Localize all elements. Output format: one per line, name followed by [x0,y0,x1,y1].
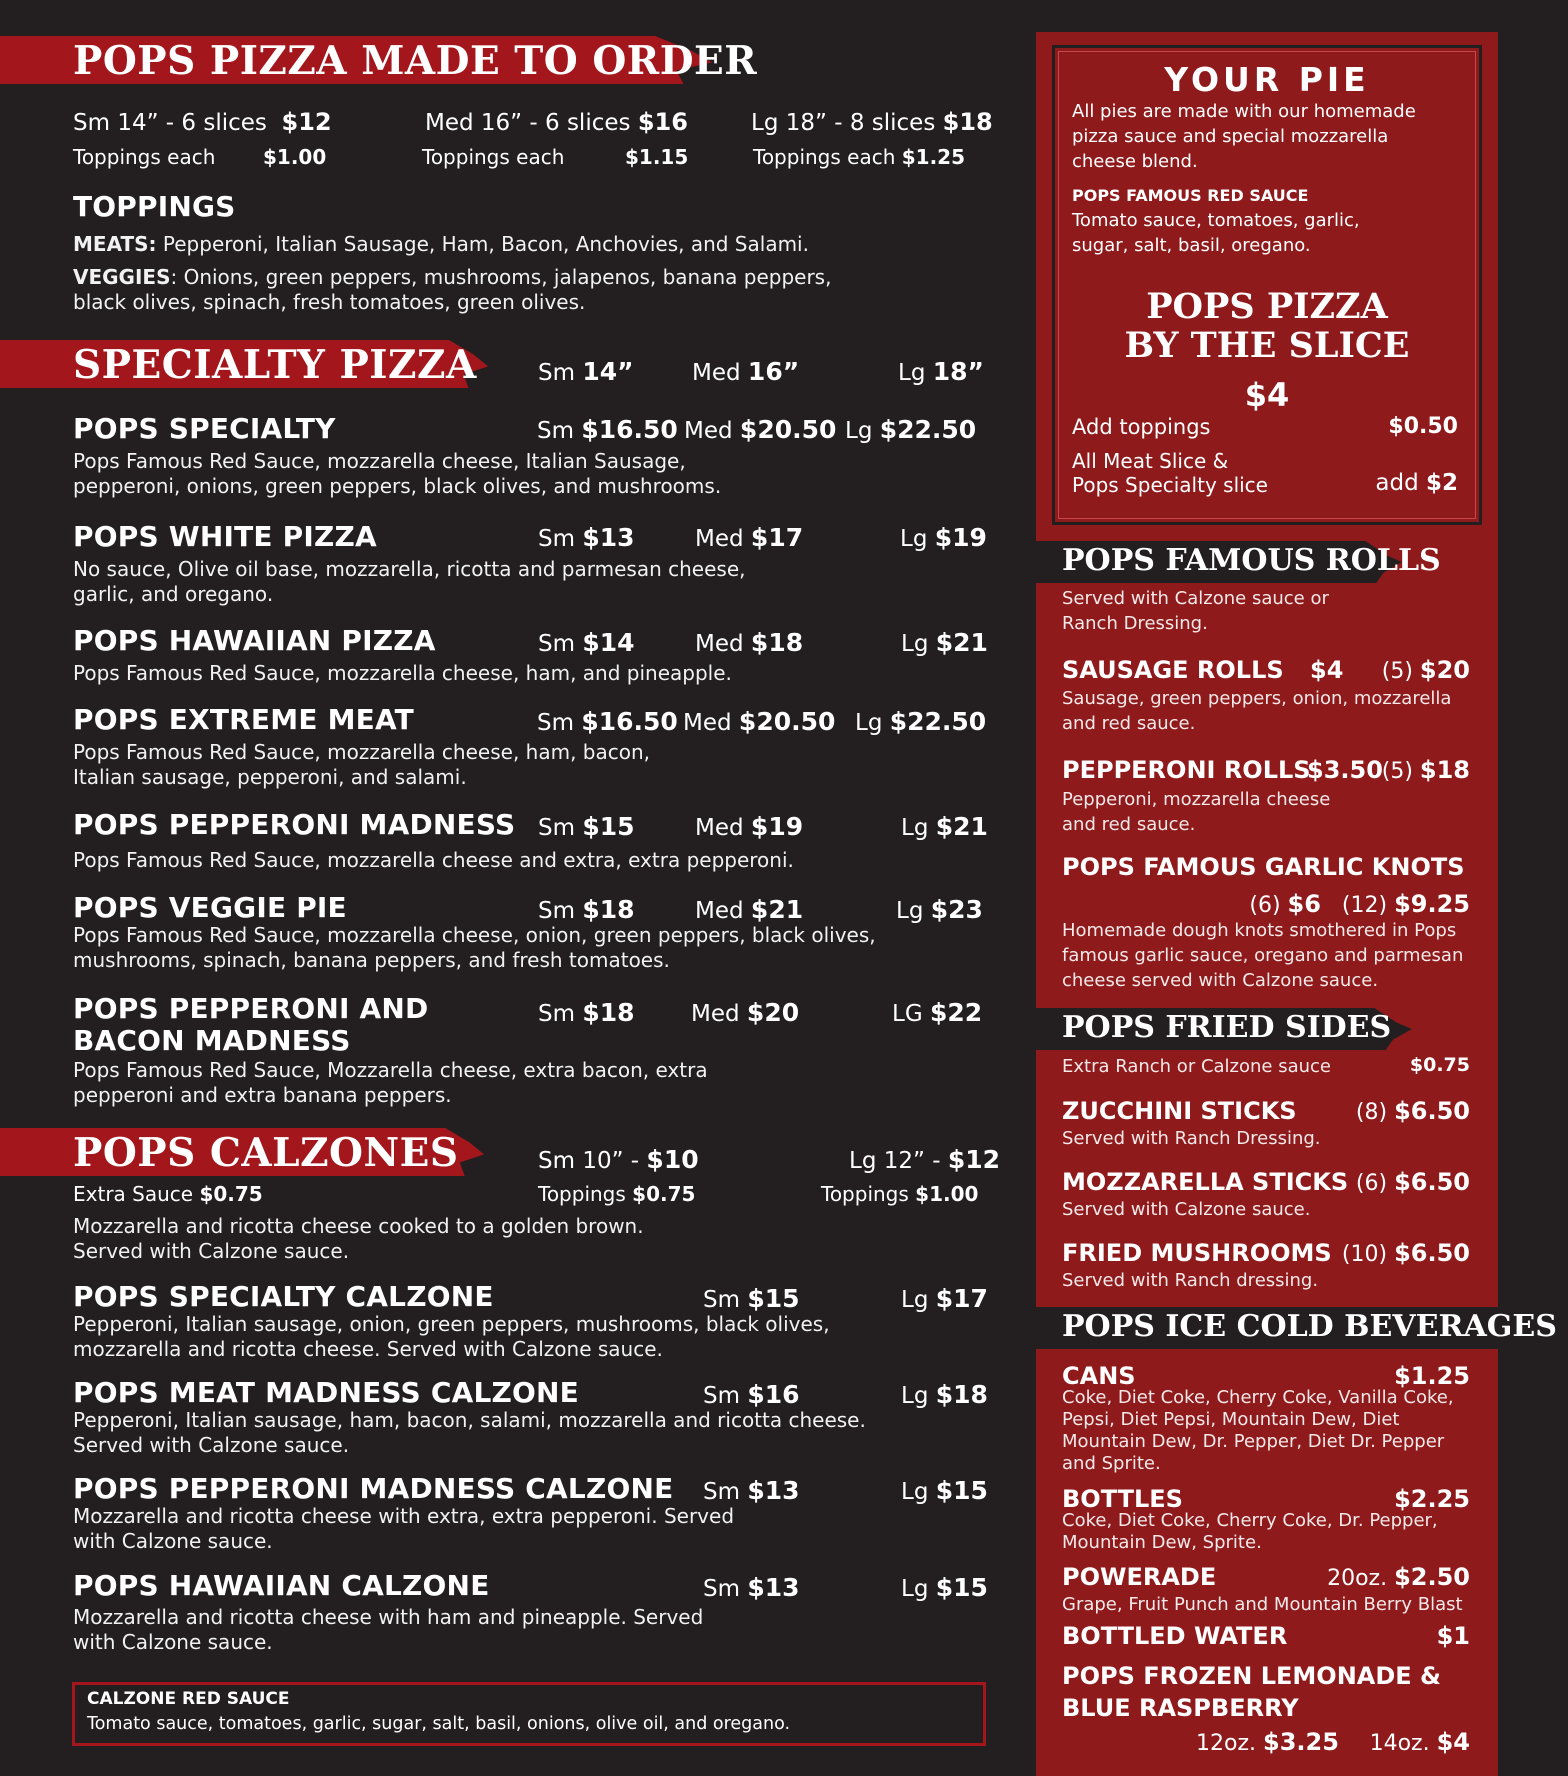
powerade-name: POWERADE [1062,1563,1217,1591]
specialty-item-name: POPS PEPPERONI MADNESS [73,808,516,841]
specialty-item-name: POPS PEPPERONI AND BACON MADNESS [73,992,429,1057]
beverages-title: POPS ICE COLD BEVERAGES [1062,1309,1557,1344]
lemonade-name: POPS FROZEN LEMONADE & BLUE RASPBERRY [1062,1662,1441,1722]
powerade-desc: Grape, Fruit Punch and Mountain Berry Blast [1062,1594,1463,1615]
specialty-item-desc: Pops Famous Red Sauce, mozzarella cheese and extra, extra pepperoni. [73,848,794,872]
specialty-item-desc: Pops Famous Red Sauce, Mozzarella cheese, extra bacon, extra pepperoni and extra banana peppers. [73,1058,708,1107]
fried-side-name: MOZZARELLA STICKS [1062,1168,1349,1196]
sausage-rolls-qty-price: (5) $20 [1381,656,1470,684]
bottles-price: $2.25 [1394,1485,1470,1513]
calzone-item-name: POPS SPECIALTY CALZONE [73,1280,494,1313]
specialty-item-med-price: Med $20.50 [683,707,836,736]
cans-desc: Coke, Diet Coke, Cherry Coke, Vanilla Coke, Pepsi, Diet Pepsi, Mountain Dew, Diet Mountain Dew, Dr. Pepper, Diet Dr. Pepper and Sprite. [1062,1387,1454,1474]
calzones-title: POPS CALZONES [73,1130,459,1176]
calzone-item-desc: Pepperoni, Italian sausage, ham, bacon, salami, mozzarella and ricotta cheese. Served with Calzone sauce. [73,1408,866,1457]
toppings-veggies: VEGGIES: Onions, green peppers, mushrooms, jalapenos, banana peppers, black olives, spinach, fresh tomatoes, green olives. [73,265,832,314]
calzone-item-lg-price: Lg $17 [901,1284,988,1313]
calzone-size-large: Lg 12” - $12 [849,1145,1001,1174]
pepperoni-rolls-desc: Pepperoni, mozzarella cheese and red sauce. [1062,789,1331,835]
lemonade-price-12oz: 12oz. $3.25 [1196,1728,1339,1756]
specialty-item-sm-price: Sm $13 [538,523,635,552]
cans-price: $1.25 [1394,1362,1470,1390]
calzone-item-name: POPS MEAT MADNESS CALZONE [73,1376,579,1409]
specialty-item-sm-price: Sm $16.50 [537,415,678,444]
lemonade-price-14oz: 14oz. $4 [1369,1728,1470,1756]
specialty-item-desc: Pops Famous Red Sauce, mozzarella cheese, Italian Sausage, pepperoni, onions, green peppers, black olives, and mushrooms. [73,449,722,498]
cans-name: CANS [1062,1362,1136,1390]
specialty-header-sm: Sm 14” [538,357,634,386]
specialty-item-med-price: Med $20 [691,998,800,1027]
toppings-large: Toppings each $1.25 [753,145,966,169]
specialty-item-sm-price: Sm $14 [538,628,635,657]
calzone-item-sm-price: Sm $15 [703,1284,800,1313]
powerade-price: 20oz. $2.50 [1327,1563,1470,1591]
fried-extra-price: $0.75 [1409,1054,1470,1076]
calzone-toppings-small: Toppings $0.75 [538,1182,696,1206]
specialty-item-lg-price: Lg $22.50 [855,707,987,736]
specialty-item-med-price: Med $19 [695,812,804,841]
specialty-item-sm-price: Sm $15 [538,812,635,841]
specialty-item-desc: Pops Famous Red Sauce, mozzarella cheese, onion, green peppers, black olives, mushrooms, spinach, banana peppers, and fresh tomatoes. [73,923,876,972]
calzone-size-small: Sm 10” - $10 [538,1145,699,1174]
fried-side-name: FRIED MUSHROOMS [1062,1239,1332,1267]
calzone-item-sm-price: Sm $13 [703,1476,800,1505]
specialty-item-med-price: Med $17 [695,523,804,552]
slice-price: $4 [1244,376,1290,414]
specialty-item-lg-price: LG $22 [892,998,983,1027]
pepperoni-rolls-name: PEPPERONI ROLLS [1062,756,1311,784]
meat-slice-label: All Meat Slice & Pops Specialty slice [1072,449,1268,497]
calzone-item-name: POPS HAWAIIAN CALZONE [73,1569,490,1602]
specialty-item-desc: Pops Famous Red Sauce, mozzarella cheese, ham, bacon, Italian sausage, pepperoni, and salami. [73,740,651,789]
specialty-item-sm-price: Sm $18 [538,998,635,1027]
specialty-item-lg-price: Lg $22.50 [845,415,977,444]
size-small: Sm 14” - 6 slices $12 [73,108,332,136]
add-toppings-label: Add toppings [1072,415,1211,439]
sausage-rolls-name: SAUSAGE ROLLS [1062,656,1284,684]
calzone-item-name: POPS PEPPERONI MADNESS CALZONE [73,1472,674,1505]
fried-side-price: (8) $6.50 [1355,1097,1470,1125]
specialty-item-sm-price: Sm $18 [538,895,635,924]
size-large: Lg 18” - 8 slices $18 [751,108,993,136]
calzone-item-lg-price: Lg $18 [901,1380,988,1409]
meat-slice-price: add $2 [1375,470,1458,496]
specialty-header-med: Med 16” [692,357,800,386]
calzone-item-sm-price: Sm $13 [703,1573,800,1602]
specialty-item-lg-price: Lg $23 [896,895,983,924]
pepperoni-rolls-price: $3.50 [1307,756,1383,784]
calzone-item-desc: Mozzarella and ricotta cheese with extra, extra pepperoni. Served with Calzone sauce. [73,1504,735,1553]
specialty-item-lg-price: Lg $19 [900,523,987,552]
specialty-item-name: POPS EXTREME MEAT [73,703,414,736]
specialty-header-lg: Lg 18” [898,357,984,386]
rolls-title: POPS FAMOUS ROLLS [1062,543,1441,578]
fried-side-desc: Served with Calzone sauce. [1062,1199,1311,1220]
your-pie-desc: All pies are made with our homemade pizza sauce and special mozzarella cheese blend. [1072,101,1416,172]
red-sauce-title: POPS FAMOUS RED SAUCE [1072,186,1309,205]
red-sauce-desc: Tomato sauce, tomatoes, garlic, sugar, salt, basil, oregano. [1072,210,1360,256]
sausage-rolls-price: $4 [1310,656,1344,684]
calzone-extra-sauce: Extra Sauce $0.75 [73,1182,263,1206]
specialty-item-med-price: Med $18 [695,628,804,657]
specialty-item-desc: No sauce, Olive oil base, mozzarella, ricotta and parmesan cheese, garlic, and oregano. [73,557,746,606]
toppings-title: TOPPINGS [73,190,236,223]
pepperoni-rolls-qty-price: (5) $18 [1381,756,1470,784]
toppings-meats: MEATS: Pepperoni, Italian Sausage, Ham, Bacon, Anchovies, and Salami. [73,232,809,256]
fried-side-name: ZUCCHINI STICKS [1062,1097,1297,1125]
made-to-order-title: POPS PIZZA MADE TO ORDER [73,38,758,84]
water-price: $1 [1436,1622,1470,1650]
sausage-rolls-desc: Sausage, green peppers, onion, mozzarella and red sauce. [1062,688,1452,734]
calzone-item-lg-price: Lg $15 [901,1476,988,1505]
garlic-knots-prices: (6) $6 (12) $9.25 [1249,890,1470,918]
calzone-item-lg-price: Lg $15 [901,1573,988,1602]
specialty-item-name: POPS VEGGIE PIE [73,891,347,924]
bottles-name: BOTTLES [1062,1485,1183,1513]
calzone-item-sm-price: Sm $16 [703,1380,800,1409]
specialty-item-sm-price: Sm $16.50 [537,707,678,736]
fried-side-price: (6) $6.50 [1355,1168,1470,1196]
specialty-item-med-price: Med $20.50 [684,415,837,444]
specialty-item-med-price: Med $21 [695,895,804,924]
fried-extra-label: Extra Ranch or Calzone sauce [1062,1056,1331,1077]
specialty-item-name: POPS HAWAIIAN PIZZA [73,624,436,657]
fried-sides-title: POPS FRIED SIDES [1062,1010,1392,1045]
bottles-desc: Coke, Diet Coke, Cherry Coke, Dr. Pepper, Mountain Dew, Sprite. [1062,1510,1438,1553]
calzone-sauce-title: CALZONE RED SAUCE [87,1689,290,1709]
calzone-item-desc: Mozzarella and ricotta cheese with ham and pineapple. Served with Calzone sauce. [73,1605,704,1654]
garlic-knots-name: POPS FAMOUS GARLIC KNOTS [1062,853,1465,881]
size-medium: Med 16” - 6 slices $16 [425,108,688,136]
specialty-title: SPECIALTY PIZZA [73,342,477,388]
water-name: BOTTLED WATER [1062,1622,1288,1650]
slice-title: POPS PIZZA BY THE SLICE [1124,286,1410,366]
specialty-item-name: POPS SPECIALTY [73,412,336,445]
specialty-item-name: POPS WHITE PIZZA [73,520,377,553]
add-toppings-price: $0.50 [1388,414,1458,439]
calzone-item-desc: Pepperoni, Italian sausage, onion, green peppers, mushrooms, black olives, mozzarella and ricotta cheese. Served with Calzone sauce. [73,1312,830,1361]
your-pie-title: YOUR PIE [1164,60,1370,99]
specialty-item-desc: Pops Famous Red Sauce, mozzarella cheese, ham, and pineapple. [73,661,732,685]
fried-side-desc: Served with Ranch Dressing. [1062,1128,1321,1149]
garlic-knots-desc: Homemade dough knots smothered in Pops famous garlic sauce, oregano and parmesan cheese served with Calzone sauce. [1062,920,1464,991]
specialty-item-lg-price: Lg $21 [901,628,988,657]
toppings-small: Toppings each $1.00 [73,145,327,169]
calzone-desc: Mozzarella and ricotta cheese cooked to a golden brown. Served with Calzone sauce. [73,1214,644,1263]
toppings-medium: Toppings each $1.15 [422,145,689,169]
calzone-sauce-desc: Tomato sauce, tomatoes, garlic, sugar, salt, basil, onions, olive oil, and oregano. [87,1714,791,1734]
specialty-item-lg-price: Lg $21 [901,812,988,841]
fried-side-price: (10) $6.50 [1341,1239,1470,1267]
fried-side-desc: Served with Ranch dressing. [1062,1270,1319,1291]
rolls-desc: Served with Calzone sauce or Ranch Dressing. [1062,588,1329,634]
calzone-toppings-large: Toppings $1.00 [821,1182,979,1206]
